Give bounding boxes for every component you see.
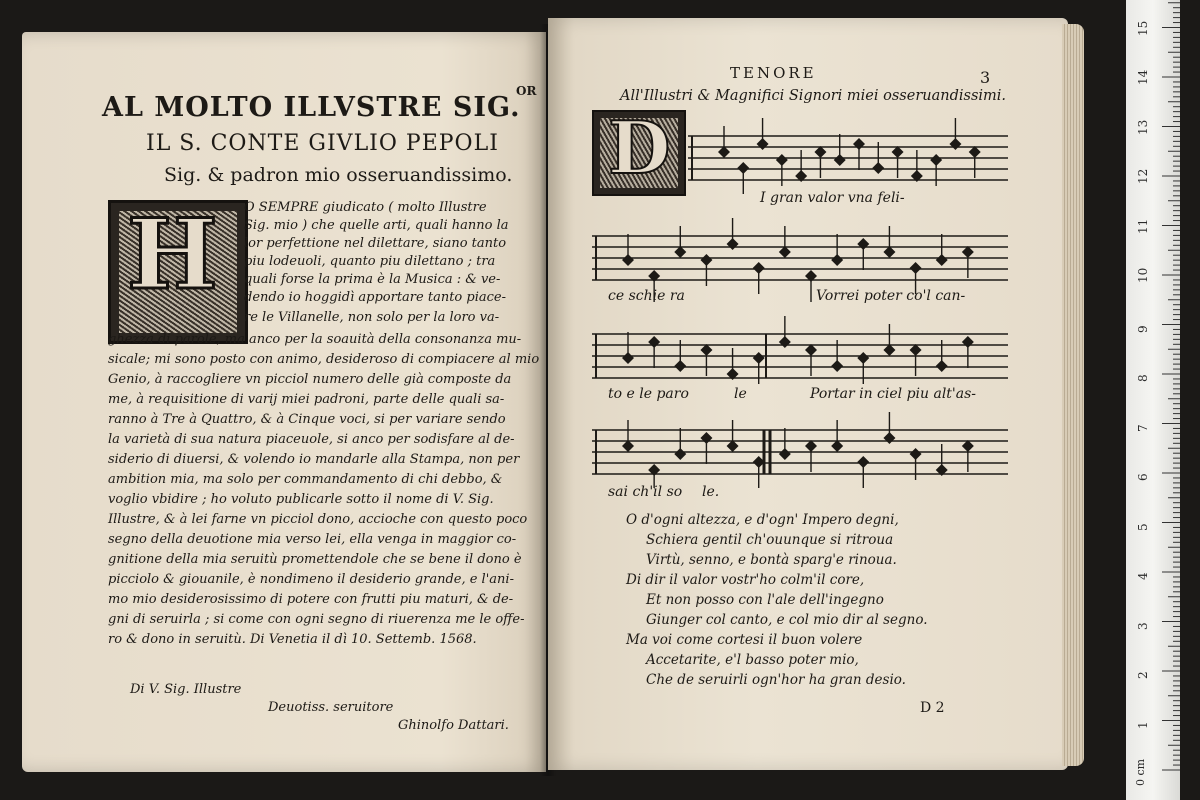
body-line: voglio vbidire ; ho voluto publicarle sotto il nome di V. Sig. xyxy=(108,492,494,507)
body-line: quali forse la prima è la Musica : & ve- xyxy=(244,272,501,287)
ruler-ticks xyxy=(1126,0,1180,800)
body-line: sicale; mi sono posto con animo, desideroso di compiacere al mio xyxy=(108,352,540,367)
poem-line: Che de seruirli ogn'hor ha gran desio. xyxy=(646,672,906,688)
ruler-number: 13 xyxy=(1136,119,1150,135)
lyric-line: sai ch'il so xyxy=(608,484,683,500)
ruler-number: 10 xyxy=(1136,267,1150,283)
dedicatee-name: IL S. CONTE GIVLIO PEPOLI xyxy=(146,131,499,156)
body-line: segno della deuotione mia verso lei, ella venga in maggior co- xyxy=(108,532,517,547)
ruler-number: 3 xyxy=(1136,621,1150,630)
ruler-number: 6 xyxy=(1136,473,1150,481)
ruler-number: 1 xyxy=(1136,720,1150,729)
body-line: dendo io hoggidì apportare tanto piace- xyxy=(244,290,506,305)
poem-line: Accetarite, e'l basso poter mio, xyxy=(646,652,859,668)
body-line: mo mio desiderosissimo di potere con frutti piu maturi, & de- xyxy=(108,592,514,607)
lyric-line: I gran valor vna feli- xyxy=(760,190,905,206)
ruler-number: 4 xyxy=(1136,572,1150,580)
lyric-line: to e le paro xyxy=(608,386,689,402)
poem-line: Schiera gentil ch'ouunque si ritroua xyxy=(646,532,894,548)
dedication-subtitle: Sig. & padron mio osseruandissimo. xyxy=(164,164,513,186)
body-line: re le Villanelle, non solo per la loro va- xyxy=(244,310,500,325)
lyric-line: ce schie ra xyxy=(608,288,685,304)
initial-letter: D xyxy=(608,105,671,190)
woodcut-initial xyxy=(108,200,248,344)
body-line: ranno à Tre à Quattro, & à Cinque voci, si per variare sendo xyxy=(108,412,506,427)
page-edges xyxy=(1062,24,1084,766)
body-line: lor perfettione nel dilettare, siano tanto xyxy=(244,236,507,251)
left-page xyxy=(22,32,546,772)
body-line: Sig. mio ) che quelle arti, quali hanno la xyxy=(244,218,509,233)
body-line: me, à requisitione di varij miei padroni, parte delle quali sa- xyxy=(108,392,505,407)
body-line: ghezza di parole, ma anco per la soauità della consonanza mu- xyxy=(108,332,522,347)
ruler-unit-label: 0 cm xyxy=(1134,758,1147,786)
body-line: ro & dono in seruitù. Di Venetia il dì 10. Settemb. 1568. xyxy=(108,632,477,647)
body-line: la varietà di sua natura piaceuole, si anco per sodisfare al de- xyxy=(108,432,515,447)
poem-line: Di dir il valor vostr'ho colm'il core, xyxy=(626,572,865,588)
page-number: 3 xyxy=(980,68,991,87)
voice-part-label: TENORE xyxy=(730,64,817,82)
poem-line: Virtù, senno, e bontà sparg'e rinoua. xyxy=(646,552,897,568)
body-line: siderio di diuersi, & volendo io mandarle alla Stampa, non per xyxy=(108,452,520,467)
song-dedication: All'Illustri & Magnifici Signori miei osseruandissimi. xyxy=(620,88,1007,104)
lyric-line: le xyxy=(734,386,747,402)
ruler-number: 8 xyxy=(1136,374,1150,382)
ruler-number: 15 xyxy=(1136,20,1150,36)
closing-servant: Deuotiss. seruitore xyxy=(268,700,394,715)
lyric-line: Portar in ciel piu alt'as- xyxy=(810,386,977,402)
body-line: O SEMPRE giudicato ( molto Illustre xyxy=(244,200,487,215)
body-line: gnitione della mia seruitù promettendole che se bene il dono è xyxy=(108,552,522,567)
poem-line: Ma voi come cortesi il buon volere xyxy=(626,632,863,648)
poem-line: Et non posso con l'ale dell'ingegno xyxy=(646,592,884,608)
ruler-number: 12 xyxy=(1136,168,1150,184)
ruler-number: 5 xyxy=(1136,522,1150,531)
title-superscript: OR xyxy=(516,84,537,98)
poem-line: Giunger col canto, e col mio dir al segno. xyxy=(646,612,928,628)
body-line: Illustre, & à lei farne vn picciol dono, accioche con questo poco xyxy=(108,512,528,527)
signature-mark: D 2 xyxy=(920,700,945,716)
lyric-line: le. xyxy=(702,484,720,500)
ruler-number: 7 xyxy=(1136,423,1150,432)
ruler-number: 9 xyxy=(1136,324,1150,333)
author-signature: Ghinolfo Dattari. xyxy=(398,718,509,733)
lyric-line: Vorrei poter co'l can- xyxy=(816,288,966,304)
body-line: piu lodeuoli, quanto piu dilettano ; tra xyxy=(244,254,496,269)
right-page xyxy=(548,18,1068,770)
ruler-number: 14 xyxy=(1136,69,1150,85)
body-line: picciolo & giouanile, è nondimeno il desiderio grande, e l'ani- xyxy=(108,572,514,587)
music-staves xyxy=(548,18,1068,488)
closing-salutation: Di V. Sig. Illustre xyxy=(130,682,242,697)
initial-letter: H xyxy=(127,198,218,311)
ruler-number: 11 xyxy=(1136,218,1150,234)
poem-line: O d'ogni altezza, e d'ogn' Impero degni, xyxy=(626,512,899,528)
dedication-title: AL MOLTO ILLVSTRE SIG. xyxy=(102,92,521,123)
body-line: Genio, à raccogliere vn picciol numero delle già composte da xyxy=(108,372,512,387)
ruler-number: 2 xyxy=(1136,671,1150,679)
body-line: gni di seruirla ; si come con ogni segno di riuerenza me le offe- xyxy=(108,612,525,627)
body-line: ambition mia, ma solo per commandamento di chi debbo, & xyxy=(108,472,503,487)
measuring-ruler xyxy=(1126,0,1180,800)
